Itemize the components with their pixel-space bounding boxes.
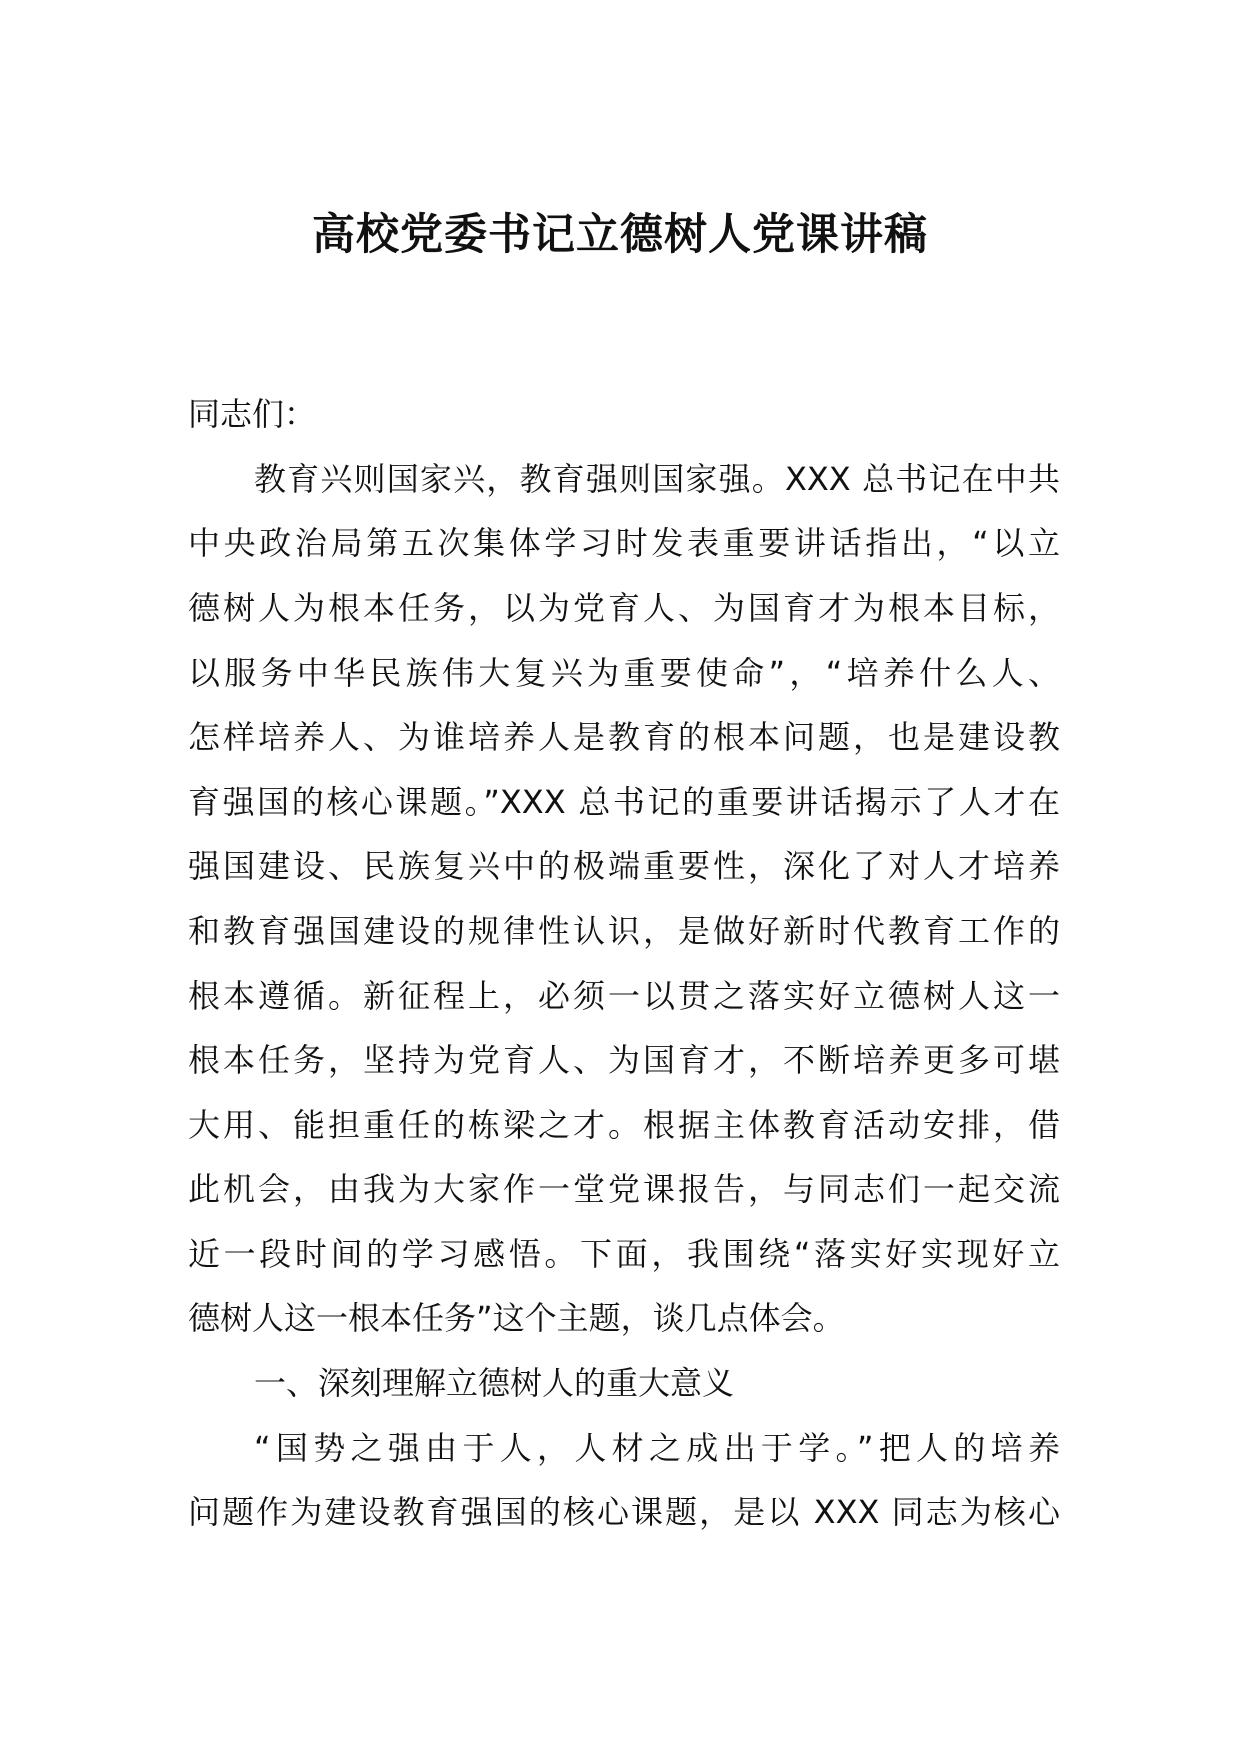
paragraph-line: 和教育强国建设的规律性认识，是做好新时代教育工作的 [188, 912, 1060, 950]
paragraph-line: 根本遵循。新征程上，必须一以贯之落实好立德树人这一 [188, 977, 1060, 1015]
paragraph-line: 教育兴则国家兴，教育强则国家强。XXX 总书记在中共 [254, 460, 1060, 498]
section-heading: 一、深刻理解立德树人的重大意义 [254, 1364, 735, 1402]
paragraph-line: 大用、能担重任的栋梁之才。根据主体教育活动安排，借 [188, 1106, 1060, 1144]
paragraph-line: 中央政治局第五次集体学习时发表重要讲话指出，“以立 [188, 524, 1060, 562]
paragraph-line: 以服务中华民族伟大复兴为重要使命”，“培养什么人、 [188, 654, 1060, 692]
paragraph-line: 近一段时间的学习感悟。下面，我围绕“落实好实现好立 [188, 1235, 1060, 1273]
paragraph-line: 怎样培养人、为谁培养人是教育的根本问题，也是建设教 [188, 718, 1060, 756]
paragraph-line: 根本任务，坚持为党育人、为国育才，不断培养更多可堪 [188, 1041, 1060, 1079]
document-title: 高校党委书记立德树人党课讲稿 [312, 210, 928, 260]
paragraph-line: 强国建设、民族复兴中的极端重要性，深化了对人才培养 [188, 847, 1060, 885]
paragraph-line: 问题作为建设教育强国的核心课题，是以 XXX 同志为核心 [188, 1493, 1060, 1531]
paragraph-line: 育强国的核心课题。”XXX 总书记的重要讲话揭示了人才在 [188, 783, 1060, 821]
paragraph-line: 德树人这一根本任务”这个主题，谈几点体会。 [188, 1299, 845, 1337]
salutation: 同志们： [188, 395, 317, 433]
paragraph-line: 德树人为根本任务，以为党育人、为国育才为根本目标， [188, 589, 1060, 627]
paragraph-line: “国势之强由于人，人材之成出于学。”把人的培养 [254, 1429, 1060, 1467]
paragraph-line: 此机会，由我为大家作一堂党课报告，与同志们一起交流 [188, 1170, 1060, 1208]
